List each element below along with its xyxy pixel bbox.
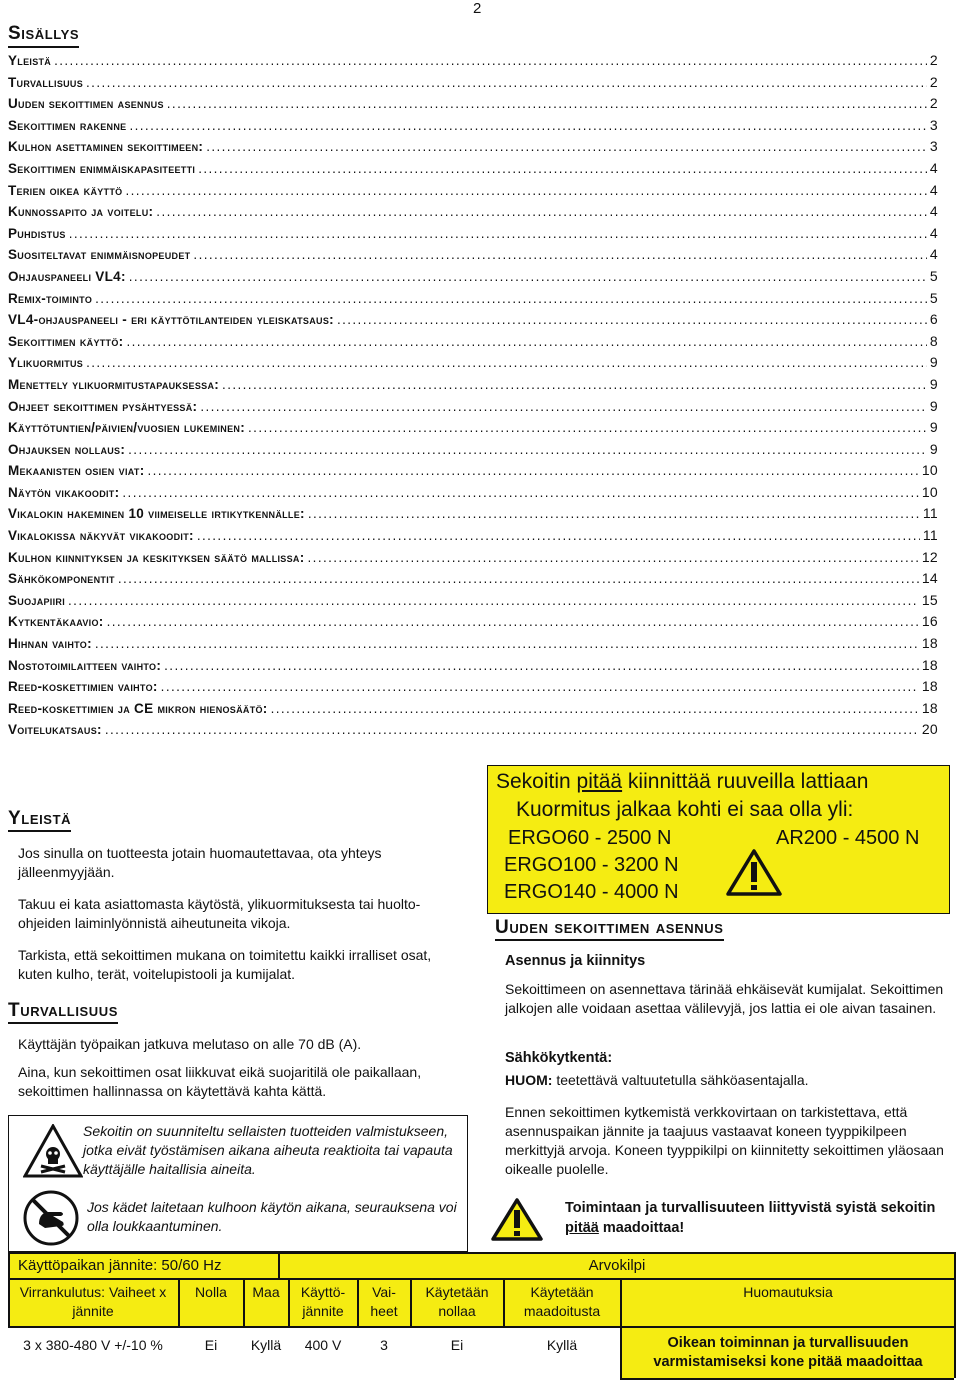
toc-entry-label: Ohjeet sekoittimen pysähtyessä: (8, 398, 198, 414)
floor-load-warning-box (487, 765, 950, 914)
yleista-paragraph-2: Takuu ei kata asiattomasta käytöstä, ylikuormituksesta tai huolto-ohjeiden laiminlyönnistä aiheutuneita vikoja. (18, 896, 421, 931)
toc-entry[interactable] (8, 203, 938, 225)
toc-entry-label: Sekoittimen enimmäiskapasiteetti (8, 160, 196, 176)
turvallisuus-paragraph-1: Käyttäjän työpaikan jatkuva melutaso on alle 70 dB (A). (18, 1036, 362, 1052)
toc-leader-dots (126, 334, 926, 349)
toc-leader-dots (129, 118, 926, 133)
toc-entry[interactable] (8, 398, 938, 420)
toc-entry-label: Terien oikea käyttö (8, 182, 123, 198)
cell-kaytetaan-maadoitusta: Kyllä (546, 1337, 578, 1353)
toc-leader-dots (248, 420, 927, 435)
header-vaiheet: Vai- heet (370, 1284, 398, 1319)
toc-leader-dots (271, 701, 919, 716)
voltage-table (0, 1252, 960, 1394)
toc-entry-page: 9 (929, 354, 938, 371)
toc-leader-dots (222, 377, 927, 392)
subheading-asennus-kiinnitys: Asennus ja kiinnitys (505, 953, 646, 969)
toc-entry[interactable] (8, 117, 938, 139)
toc-leader-dots (95, 291, 927, 306)
toc-entry[interactable] (8, 657, 938, 679)
toc-entry-page: 9 (929, 375, 938, 392)
toc-entry[interactable] (8, 721, 938, 743)
cell-vaiheet: 3 (380, 1337, 388, 1353)
toc-title: Sisällys (8, 22, 79, 48)
toc-entry[interactable] (8, 549, 938, 571)
toc-entry-label: Voitelukatsaus: (8, 722, 102, 738)
toc-entry[interactable] (8, 74, 938, 96)
toc-entry-label: Käyttötuntien/päivien/vuosien lukeminen: (8, 420, 246, 436)
anchor-requirement: Sekoitin pitää kiinnittää ruuveilla lattiaan (496, 770, 869, 793)
toc-entry-label: Mekaanisten osien viat: (8, 463, 145, 479)
toc-entry[interactable] (8, 505, 938, 527)
header-nolla: Nolla (195, 1284, 227, 1300)
header-kaytetaan-maadoitusta: Käytetään maadoitusta (523, 1284, 601, 1319)
toc-entry[interactable] (8, 182, 938, 204)
toc-leader-dots (308, 506, 920, 521)
toc-entry-page: 6 (929, 311, 938, 328)
grounding-warning (487, 1189, 950, 1247)
toc-entry-label: Menettely ylikuormitustapauksessa: (8, 376, 220, 392)
asennus-paragraph: Sekoittimeen on asennettava tärinää ehkäisevät kumijalat. Sekoittimen jalkojen alle voidaan asettaa välilevyjä, jos lattia ei ole aivan tasainen. (505, 981, 944, 1016)
grounding-warning-text: Toimintaan ja turvallisuuteen liittyvistä syistä sekoitin pitää maadoittaa! (565, 1200, 936, 1236)
toc-entry-page: 12 (921, 548, 938, 565)
toc-entry[interactable] (8, 441, 938, 463)
load-ergo100: ERGO100 - 3200 N (504, 854, 679, 876)
toc-entry-label: Nostotoimilaitteen vaihto: (8, 657, 162, 673)
toc-leader-dots (69, 226, 927, 241)
toc-leader-dots (129, 269, 927, 284)
header-virrankulutus: Virrankulutus: Vaiheet x jännite (19, 1284, 167, 1319)
toc-entry-page: 4 (929, 224, 938, 241)
toc-leader-dots (164, 658, 919, 673)
toc-leader-dots (105, 722, 919, 737)
toc-leader-dots (206, 139, 927, 154)
toc-entry[interactable] (8, 419, 938, 441)
toc-entry-label: Remix-toiminto (8, 290, 93, 306)
toc-entry-page: 2 (929, 52, 938, 68)
toc-entry-page: 10 (921, 462, 938, 479)
page-number: 2 (473, 0, 482, 17)
cell-huomautuksia: Oikean toiminnan ja turvallisuuden varmistamiseksi kone pitää maadoittaa (653, 1335, 923, 1370)
toc-leader-dots (122, 485, 918, 500)
huom-note: HUOM: teetettävä valtuutetulla sähköasentajalla. (505, 1072, 809, 1088)
toc-entry[interactable] (8, 333, 938, 355)
toc-entry-label: Reed-koskettimien vaihto: (8, 679, 158, 695)
toc-leader-dots (337, 312, 927, 327)
toc-entry-page: 3 (929, 116, 938, 133)
toc-entry-page: 18 (921, 656, 938, 673)
toxic-hazard-icon (23, 1124, 83, 1178)
toc-leader-dots (200, 399, 927, 414)
toc-entry[interactable] (8, 376, 938, 398)
toc-leader-dots (54, 53, 927, 68)
toc-entry-label: Näytön vikakoodit: (8, 484, 120, 500)
toc-leader-dots (128, 442, 927, 457)
toc-entry-label: Uuden sekoittimen asennus (8, 96, 164, 112)
toc-entry-label: Ylikuormitus (8, 355, 84, 371)
subheading-sahkokytkenta: Sähkökytkentä: (505, 1050, 613, 1066)
toc-entry-page: 18 (921, 699, 938, 716)
toc-entry[interactable] (8, 52, 938, 74)
toc-entry[interactable] (8, 246, 938, 268)
load-ar200: AR200 - 4500 N (776, 827, 920, 849)
toc-entry-label: Yleistä (8, 53, 52, 68)
toc-entry-label: Vikalokissa näkyvät vikakoodit: (8, 528, 194, 544)
toc-entry-label: Ohjauksen nollaus: (8, 441, 126, 457)
warning-triangle-icon (491, 1197, 543, 1241)
toc-entry-page: 14 (921, 570, 938, 587)
toc-leader-dots (68, 593, 919, 608)
toc-entry-page: 4 (929, 203, 938, 220)
cell-kaytetaan-nollaa: Ei (450, 1337, 464, 1353)
toc-entry-page: 2 (929, 95, 938, 112)
toc-entry-page: 4 (929, 181, 938, 198)
load-ergo60: ERGO60 - 2500 N (508, 827, 672, 849)
toc-leader-dots (161, 679, 919, 694)
toc-entry-page: 18 (921, 678, 938, 695)
toc-entry-page: 2 (929, 73, 938, 90)
toc-entry-page: 3 (929, 138, 938, 155)
section-heading-asennus: Uuden sekoittimen asennus (495, 917, 724, 941)
toc-leader-dots (308, 550, 919, 565)
toc-entry-label: Suositeltavat enimmäisnopeudet (8, 247, 191, 263)
load-ergo140: ERGO140 - 4000 N (504, 881, 679, 903)
header-kayttojannite: Käyttö- jännite (300, 1284, 346, 1319)
toc-leader-dots (193, 247, 926, 262)
toc-entry-label: Kulhon kiinnityksen ja keskityksen säätö mallissa: (8, 549, 305, 565)
toc-entry-page: 8 (929, 332, 938, 349)
toc-entry-label: Kulhon asettaminen sekoittimeen: (8, 139, 204, 155)
safety-warning-box (8, 1115, 468, 1252)
toc-entry-page: 9 (929, 419, 938, 436)
toc-entry[interactable] (8, 592, 938, 614)
header-kaytetaan-nollaa: Käytetään nollaa (425, 1284, 489, 1319)
toc-entry[interactable] (8, 527, 938, 549)
cell-maa: Kyllä (250, 1337, 282, 1353)
toc-leader-dots (197, 528, 920, 543)
toc-entry-page: 10 (921, 483, 938, 500)
header-huomautuksia: Huomautuksia (743, 1284, 833, 1300)
table-arvokilpi: Arvokilpi (588, 1257, 646, 1274)
toc-entry[interactable] (8, 311, 938, 333)
toc-entry-page: 5 (929, 289, 938, 306)
toc-entry-page: 9 (929, 397, 938, 414)
toc-entry[interactable] (8, 354, 938, 376)
no-hands-icon (23, 1190, 79, 1246)
toc-entry[interactable] (8, 570, 938, 592)
toc-entry-label: Sekoittimen käyttö: (8, 333, 124, 349)
toc-entry[interactable] (8, 290, 938, 312)
toc-entry[interactable] (8, 462, 938, 484)
emphasis-pitaa: pitää (576, 770, 623, 793)
toc-entry-label: Kunnossapito ja voitelu: (8, 204, 154, 220)
toc-entry-page: 20 (921, 721, 938, 738)
toc-leader-dots (107, 614, 919, 629)
toc-entry-page: 18 (921, 635, 938, 652)
toc-leader-dots (148, 463, 919, 478)
toc-entry-page: 9 (929, 440, 938, 457)
toc-leader-dots (198, 161, 927, 176)
toc-leader-dots (86, 75, 927, 90)
toc-entry-label: Puhdistus (8, 225, 66, 241)
toc-entry-page: 4 (929, 246, 938, 263)
toc-entry[interactable] (8, 700, 938, 722)
turvallisuus-paragraph-2: Aina, kun sekoittimen osat liikkuvat eikä suojaritilä ole paikallaan, sekoittimen hallinnassa on käytettävä kahta kättä. (18, 1064, 422, 1099)
table-of-contents (8, 52, 938, 743)
toc-entry-page: 16 (921, 613, 938, 630)
yleista-paragraph-3: Tarkista, että sekoittimen mukana on toimitettu kaikki irralliset osat, kuten kulho, terät, voitelupistooli ja kumijalat. (18, 947, 432, 982)
toc-entry[interactable] (8, 635, 938, 657)
header-maa: Maa (252, 1284, 280, 1300)
toc-entry[interactable] (8, 613, 938, 635)
toc-leader-dots (118, 571, 919, 586)
yleista-paragraph-1: Jos sinulla on tuotteesta jotain huomautettavaa, ota yhteys jälleenmyyjään. (18, 845, 382, 880)
toc-entry[interactable] (8, 268, 938, 290)
toc-entry[interactable] (8, 95, 938, 117)
toc-entry[interactable] (8, 160, 938, 182)
table-title: Käyttöpaikan jännite: 50/60 Hz (18, 1257, 222, 1274)
warning-text-substances: Sekoitin on suunniteltu sellaisten tuotteiden valmistukseen, jotka eivät työstämisen aikana aiheuta reaktioita tai vapauta käyttäjälle haitallisia aineita. (83, 1123, 453, 1177)
toc-entry[interactable] (8, 138, 938, 160)
cell-kayttojannite: 400 V (304, 1337, 342, 1353)
toc-entry-label: Vikalokin hakeminen 10 viimeiselle irtikytkennälle: (8, 506, 305, 522)
toc-entry-page: 11 (922, 527, 938, 544)
toc-leader-dots (125, 183, 926, 198)
toc-entry-page: 5 (929, 267, 938, 284)
section-heading-turvallisuus: Turvallisuus (8, 1000, 118, 1024)
toc-leader-dots (167, 96, 927, 111)
toc-leader-dots (86, 355, 927, 370)
cell-virrankulutus: 3 x 380-480 V +/-10 % (23, 1337, 163, 1353)
load-per-foot-heading: Kuormitus jalkaa kohti ei saa olla yli: (516, 798, 854, 821)
toc-entry-label: Reed-koskettimien ja CE mikron hienosäätö: (8, 700, 268, 716)
warning-triangle-icon (726, 848, 782, 896)
cell-nolla: Ei (204, 1337, 218, 1353)
toc-entry-label: Kytkentäkaavio: (8, 614, 104, 630)
toc-entry-page: 4 (929, 159, 938, 176)
toc-entry-label: Suojapiiri (8, 592, 66, 608)
toc-entry-label: Sähkökomponentit (8, 571, 115, 587)
kytkenta-paragraph: Ennen sekoittimen kytkemistä verkkovirtaan on tarkistettava, että asennuspaikan jännite ja taajuus vastaavat koneen tyyppikilpeen merkittyjä arvoja. Koneen tyyppikilpi on kiinnitetty sekoittimen yläosaan oikealle puolelle. (505, 1104, 944, 1177)
toc-entry-page: 15 (921, 591, 938, 608)
warning-text-hands: Jos kädet laitetaan kulhoon käytön aikana, seurauksena voi olla loukkaantuminen. (87, 1199, 457, 1234)
toc-entry[interactable] (8, 225, 938, 247)
toc-entry[interactable] (8, 484, 938, 506)
toc-entry-label: Hihnan vaihto: (8, 636, 92, 652)
toc-entry[interactable] (8, 678, 938, 700)
toc-leader-dots (156, 204, 927, 219)
toc-entry-label: Turvallisuus (8, 74, 84, 90)
toc-entry-page: 11 (922, 505, 938, 522)
toc-entry-label: Sekoittimen rakenne (8, 117, 127, 133)
toc-entry-label: VL4-ohjauspaneeli - eri käyttötilanteiden yleiskatsaus: (8, 312, 334, 328)
toc-leader-dots (95, 636, 919, 651)
toc-entry-label: Ohjauspaneeli VL4: (8, 268, 126, 284)
section-heading-yleista: Yleistä (8, 808, 71, 832)
